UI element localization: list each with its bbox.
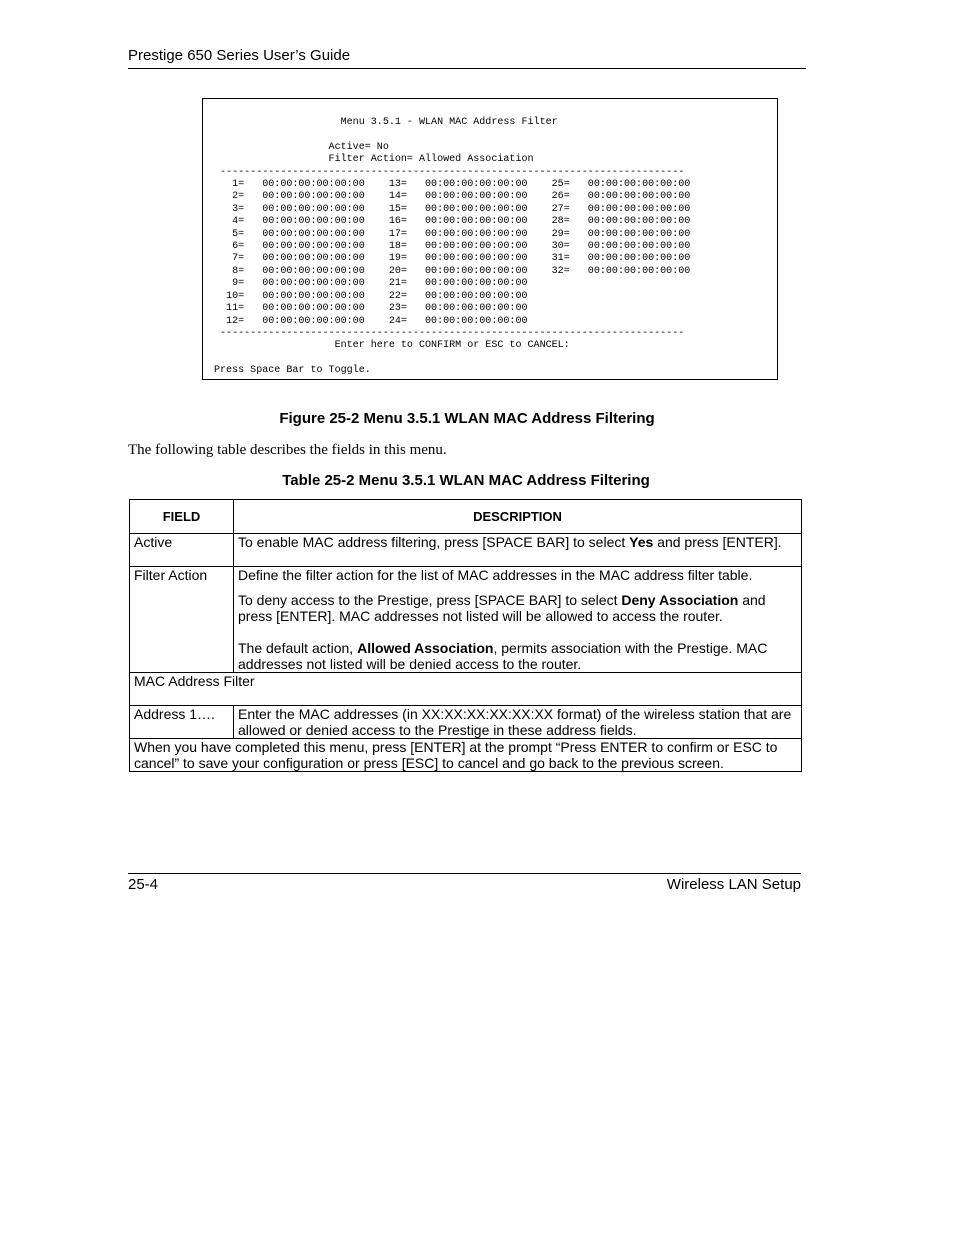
desc-paragraph: [238, 640, 797, 672]
header-description: DESCRIPTION: [234, 500, 802, 534]
desc-bold: Deny Association: [621, 592, 739, 608]
table-row: [130, 739, 802, 772]
description-active: [234, 534, 802, 567]
desc-text: To enable MAC address filtering, press [SPACE BAR] to select: [238, 534, 630, 550]
table-row: [130, 534, 802, 567]
desc-bold: Yes: [629, 534, 654, 550]
table-row: [130, 567, 802, 673]
desc-text: and press [ENTER]. MAC addresses not listed will be allowed to access the router.: [238, 592, 766, 624]
chapter-name: Wireless LAN Setup: [666, 876, 801, 893]
section-mac-address-filter: MAC Address Filter: [130, 673, 802, 706]
table-row: [130, 673, 802, 706]
desc-text: The default action,: [238, 640, 358, 656]
header-field: FIELD: [130, 500, 234, 534]
desc-text: , permits association with the Prestige. MAC addresses not listed will be denied access to the router.: [238, 640, 768, 672]
desc-text: To deny access to the Prestige, press [SPACE BAR] to select: [238, 592, 622, 608]
page-footer: [128, 873, 801, 896]
desc-bold: Allowed Association: [357, 640, 494, 656]
terminal-screen: [202, 98, 778, 380]
completion-note: When you have completed this menu, press [ENTER] at the prompt “Press ENTER to confirm or ESC to cancel” to save your configuration or press [ESC] to cancel and go back to the previous screen.: [130, 739, 802, 772]
desc-paragraph: Define the filter action for the list of MAC addresses in the MAC address filter table.: [238, 567, 753, 583]
field-filter-action: Filter Action: [130, 567, 234, 673]
table-caption: Table 25-2 Menu 3.5.1 WLAN MAC Address Filtering: [282, 472, 650, 489]
description-address: Enter the MAC addresses (in XX:XX:XX:XX:XX:XX format) of the wireless station that are allowed or denied access to the Prestige in these address fields.: [234, 706, 802, 739]
desc-text: and press [ENTER].: [653, 534, 782, 550]
field-address: Address 1….: [130, 706, 234, 739]
table-header-row: [130, 500, 802, 534]
field-active: Active: [130, 534, 234, 567]
desc-paragraph: [238, 592, 797, 624]
page-number: 25-4: [128, 876, 159, 893]
table-row: [130, 706, 802, 739]
field-description-table: [129, 499, 802, 772]
page-header: [128, 46, 806, 69]
figure-caption: Figure 25-2 Menu 3.5.1 WLAN MAC Address Filtering: [279, 410, 655, 427]
header-title: Prestige 650 Series User’s Guide: [128, 47, 351, 64]
description-filter-action: [234, 567, 802, 673]
intro-text: The following table describes the fields in this menu.: [128, 442, 447, 458]
menu-text: Menu 3.5.1 - WLAN MAC Address Filter Active= No Filter Action= Allowed Association ----------------------------------------------------------------------------- 1= 00:00:00:00:00:00 13= 00:00:00:00:00:00 25= 00:00:00:00:00:00 2= 00:00:00:00:00:00 14= 00:00:00:00:00:00 26= 00:00:00:00:00:00 3= 00:00:00:00:00:00 15= 00:00:00:00:00:00 27= 00:00:00:00:00:00 4= 00:00:00:00:00:00 16= 00:00:00:00:00:00 28= 00:00:00:00:00:00 5= 00:00:00:00:00:00 17= 00:00:00:00:00:00 29= 00:00:00:00:00:00 6= 00:00:00:00:00:00 18= 00:00:00:00:00:00 30= 00:00:00:00:00:00 7= 00:00:00:00:00:00 19= 00:00:00:00:00:00 31= 00:00:00:00:00:00 8= 00:00:00:00:00:00 20= 00:00:00:00:00:00 32= 00:00:00:00:00:00 9= 00:00:00:00:00:00 21= 00:00:00:00:00:00 10= 00:00:00:00:00:00 22= 00:00:00:00:00:00 11= 00:00:00:00:00:00 23= 00:00:00:00:00:00 12= 00:00:00:00:00:00 24= 00:00:00:00:00:00 ----------------------------------------------------------------------------- Enter here to CONFIRM or ESC to CANCEL: Press Space Bar to Toggle.: [214, 117, 691, 377]
